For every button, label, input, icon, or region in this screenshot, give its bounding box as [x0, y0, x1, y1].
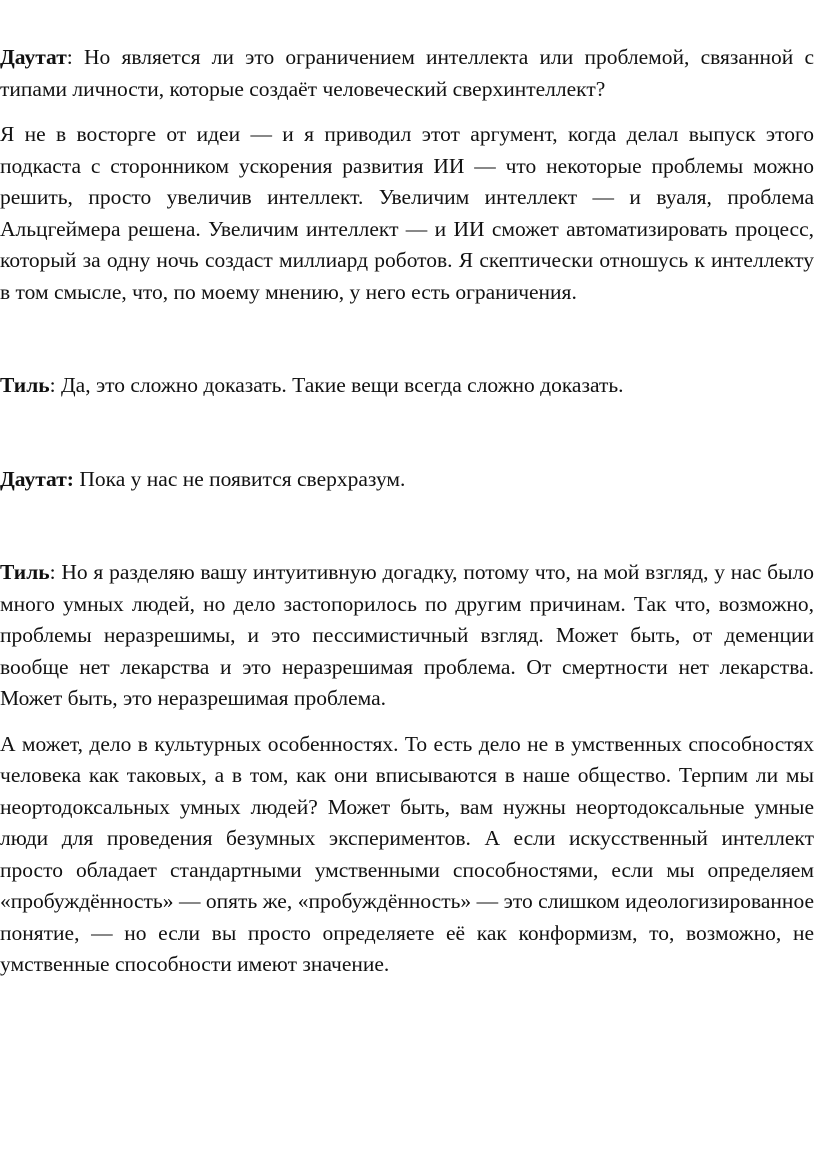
paragraph-spacer: [0, 308, 814, 370]
speaker-name: Тиль: [0, 373, 50, 397]
paragraph-text: Я не в восторге от идеи — и я приводил этот аргумент, когда делал выпуск этого подкаста с сторонником ускорения развития ИИ — что некоторые проблемы можно решить, просто увеличив интеллект. Увеличим интеллект — и вуаля, проблема Альцгеймера решена. Увеличим интеллект — и ИИ сможет автоматизировать процесс, который за одну ночь создаст миллиард роботов. Я скептически отношусь к интеллекту в том смысле, что, по моему мнению, у него есть ограничения.: [0, 122, 814, 304]
paragraph-text: Пока у нас не появится сверхразум.: [73, 466, 406, 491]
speaker-colon: :: [49, 560, 56, 584]
speaker-name: Даутат:: [0, 466, 74, 491]
paragraph-spacer: [0, 402, 814, 464]
speaker-colon: :: [66, 45, 73, 69]
paragraph-dautat-superintelligence: [0, 464, 814, 496]
speaker-name: Тиль: [0, 560, 50, 584]
paragraph-spacer: [0, 715, 814, 729]
speaker-colon: :: [49, 373, 56, 397]
paragraph-spacer: [0, 105, 814, 119]
paragraph-thiel-intuition: [0, 557, 814, 715]
speaker-name: Даутат: [0, 45, 67, 69]
paragraph-text: Но я разделяю вашу интуитивную догадку, потому что, на мой взгляд, у нас было много умных людей, но дело застопорилось по другим причинам. Так что, возможно, проблемы неразрешимы, и это пессимистичный взгляд. Может быть, от деменции вообще нет лекарства и это неразрешимая проблема. От смертности нет лекарства. Может быть, это неразрешимая проблема.: [0, 560, 814, 710]
paragraph-thiel-reply: [0, 370, 814, 402]
paragraph-text: Да, это сложно доказать. Такие вещи всегда сложно доказать.: [55, 373, 624, 397]
paragraph-text: А может, дело в культурных особенностях. То есть дело не в умственных способностях человека как таковых, а в том, как они вписываются в наше общество. Терпим ли мы неортодоксальных умных людей? Может быть, вам нужны неортодоксальные умные люди для проведения безумных экспериментов. А если искусственный интеллект просто обладает стандартными умственными способностями, если мы определяем «пробуждённость» — опять же, «пробуждённость» — это слишком идеологизированное понятие, — но если вы просто определяете её как конформизм, то, возможно, не умственные способности имеют значение.: [0, 731, 814, 976]
document-page: [0, 42, 814, 981]
paragraph-dautat-continuation: [0, 119, 814, 308]
paragraph-dautat-question: [0, 42, 814, 105]
paragraph-text: Но является ли это ограничением интеллекта или проблемой, связанной с типами личности, которые создаёт человеческий сверхинтеллект?: [0, 45, 814, 101]
paragraph-spacer: [0, 495, 814, 557]
paragraph-thiel-culture: [0, 729, 814, 981]
